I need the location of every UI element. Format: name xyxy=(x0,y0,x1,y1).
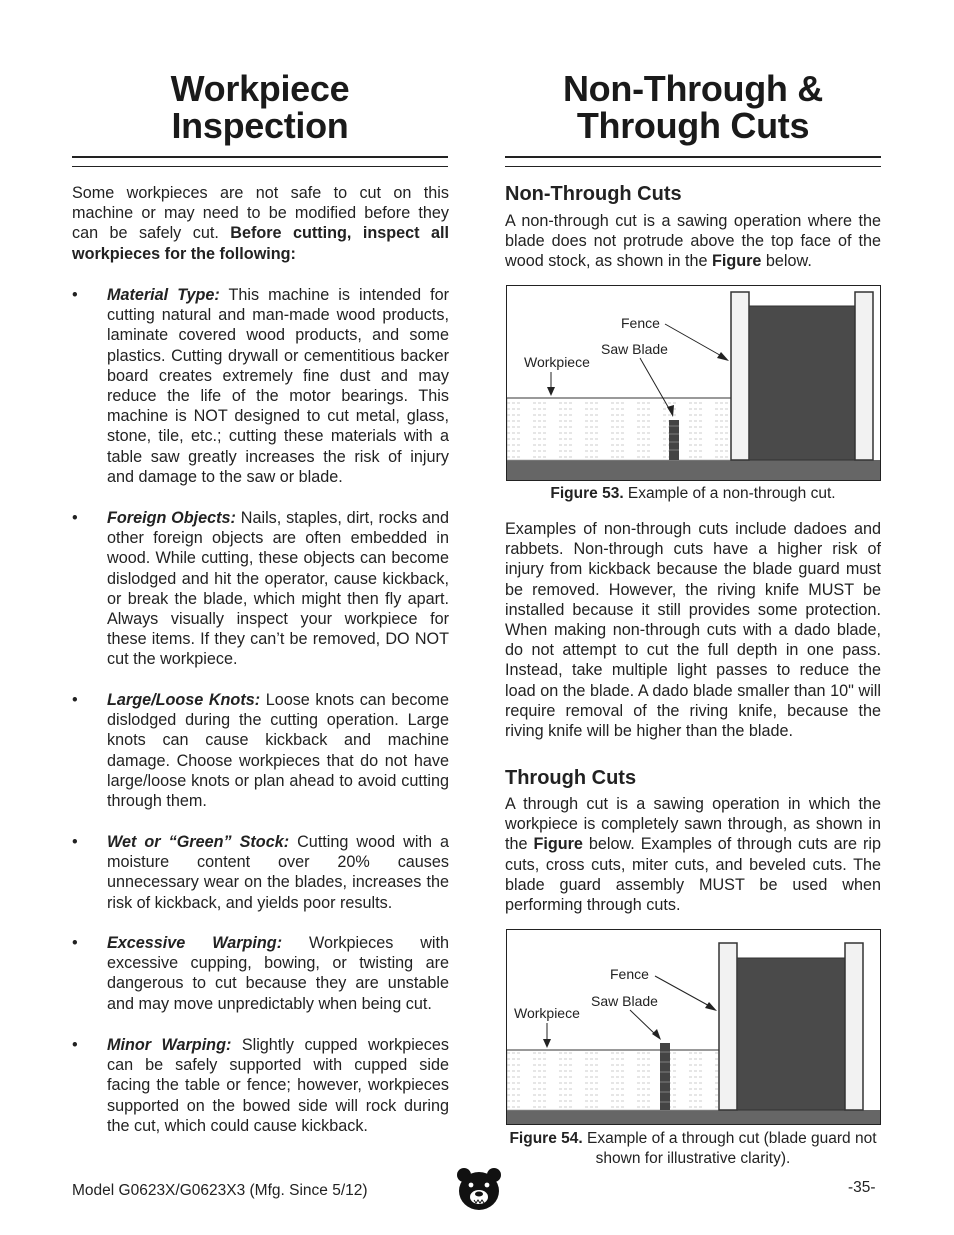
label-saw-blade: Saw Blade xyxy=(601,341,668,357)
title-rule-left xyxy=(72,156,448,158)
fence-body xyxy=(737,958,845,1110)
fence-right-post xyxy=(855,292,873,460)
label-workpiece: Workpiece xyxy=(514,1005,580,1021)
saw-blade-shape xyxy=(660,1043,670,1110)
bullet-term: Wet or “Green” Stock: xyxy=(107,833,290,851)
title-left-line2: Inspection xyxy=(171,105,349,146)
title-right-line2: Through Cuts xyxy=(576,105,810,146)
figure-54-caption: Figure 54. Example of a through cut (blade guard not shown for illustrative clarity). xyxy=(509,1130,877,1167)
figure-53-caption: Figure 53. Example of a non-through cut. xyxy=(550,485,836,502)
workpiece-shape xyxy=(507,398,731,460)
fence-left-post xyxy=(731,292,749,460)
label-fence: Fence xyxy=(621,315,660,331)
title-right-line1: Non-Through & xyxy=(562,68,824,109)
title-rule-right-thin xyxy=(505,166,881,167)
table-surface xyxy=(507,460,880,480)
fence-right-post xyxy=(845,943,863,1110)
figure-54-through-cut xyxy=(506,929,881,1125)
bullet-dot: • xyxy=(72,691,78,709)
footer-page-number: -35- xyxy=(848,1179,876,1196)
page-title-right xyxy=(505,70,881,144)
fence-body xyxy=(749,306,855,460)
bullet-term: Material Type: xyxy=(107,286,220,304)
heading-through-cuts: Through Cuts xyxy=(505,767,637,789)
non-through-intro: A non-through cut is a sawing operation where the blade does not protrude above the top face of the wood stock, as shown in the Figure below. xyxy=(505,212,881,271)
bullet-dot: • xyxy=(72,1036,78,1054)
bullet-dot: • xyxy=(72,934,78,952)
bullet-term: Large/Loose Knots: xyxy=(107,691,261,709)
bullet-term: Minor Warping: xyxy=(107,1036,232,1054)
title-left-line1: Workpiece xyxy=(170,68,350,109)
figure-53-drawing xyxy=(507,286,880,480)
table-surface xyxy=(507,1110,880,1124)
page-title-left xyxy=(72,70,448,144)
footer-model: Model G0623X/G0623X3 (Mfg. Since 5/12) xyxy=(72,1182,368,1199)
bullet-term: Excessive Warping: xyxy=(107,934,283,952)
label-workpiece: Workpiece xyxy=(524,354,590,370)
intro-bold: Before cutting, inspect all workpieces for the following: xyxy=(72,224,449,263)
bullet-term: Foreign Objects: xyxy=(107,509,236,527)
bullet-dot: • xyxy=(72,833,78,851)
heading-non-through-cuts: Non-Through Cuts xyxy=(505,183,682,205)
figure-54-drawing xyxy=(507,930,880,1124)
title-rule-right xyxy=(505,156,881,158)
bullet-dot: • xyxy=(72,286,78,304)
through-paragraph: A through cut is a sawing operation in which the workpiece is completely sawn through, as shown in the Figure below. Examples of through cuts are rip cuts, cross cuts, miter cuts, and beveled cuts. The blade guard assembly MUST be used when performing through cuts. xyxy=(505,795,881,915)
workpiece-shape xyxy=(507,1050,719,1110)
label-saw-blade: Saw Blade xyxy=(591,993,658,1009)
fence-left-post xyxy=(719,943,737,1110)
title-rule-left-thin xyxy=(72,166,448,167)
non-through-paragraph: Examples of non-through cuts include dadoes and rabbets. Non-through cuts have a higher risk of injury from kickback because the blade guard must be removed. However, the riving knife MUST be installed because it still provides some protection. When making non-through cuts with a dado blade, do not attempt to cut the full depth in one pass. Instead, take multiple light passes to reduce the load on the blade. A dado blade smaller than 10" will require removal of the riving knife, because the riving knife will be higher than the blade. xyxy=(505,520,881,741)
intro-paragraph: Some workpieces are not safe to cut on this machine or may need to be modified before they can be safely cut. Before cutting, inspect all workpieces for the following: xyxy=(72,184,449,263)
bear-head-logo-icon xyxy=(456,1167,502,1211)
bullet-dot: • xyxy=(72,509,78,527)
label-fence: Fence xyxy=(610,966,649,982)
figure-53-non-through-cut xyxy=(506,285,881,481)
